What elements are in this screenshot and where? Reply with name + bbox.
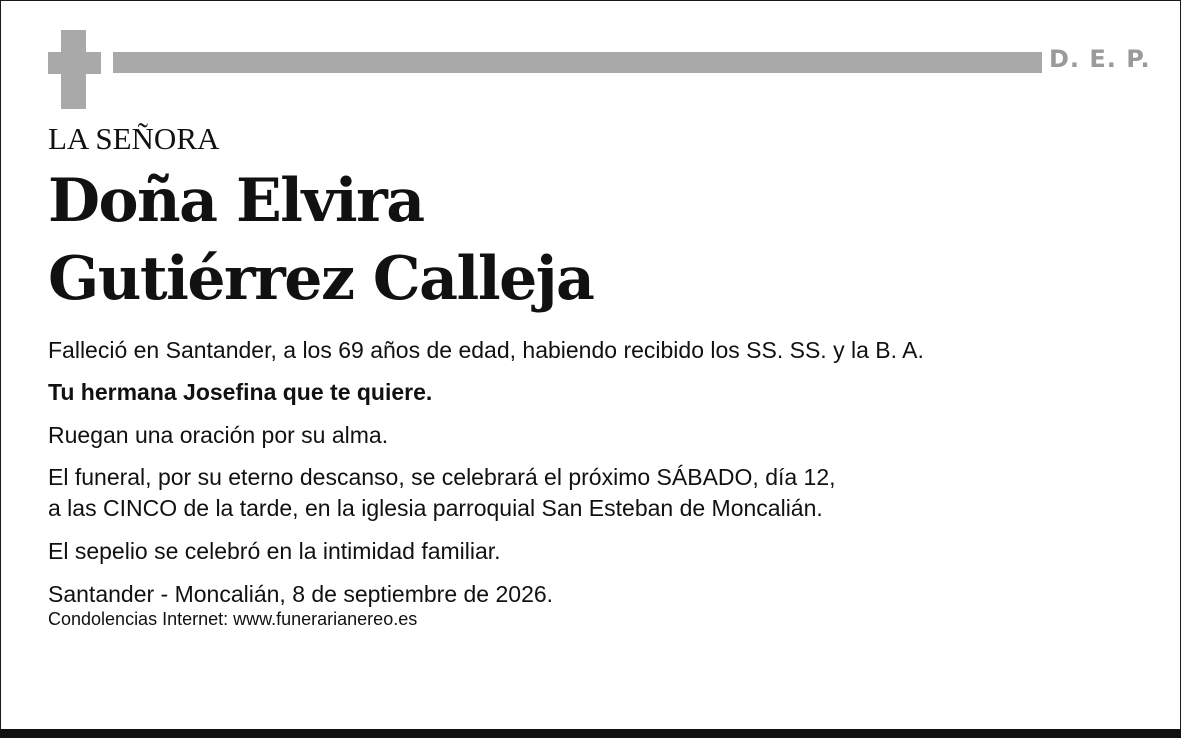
death-notice: Falleció en Santander, a los 69 años de edad, habiendo recibido los SS. SS. y la B. A. <box>48 337 924 363</box>
cross-icon <box>48 30 101 109</box>
condolences-link: Condolencias Internet: www.funerarianereo.es <box>48 609 418 629</box>
bottom-border-bar <box>0 729 1181 738</box>
header-rule <box>113 52 1042 73</box>
honorific: LA SEÑORA <box>48 121 220 156</box>
funeral-details-line-1: El funeral, por su eterno descanso, se celebrará el próximo SÁBADO, día 12, <box>48 464 836 490</box>
place-and-date: Santander - Moncalián, 8 de septiembre de 2026. <box>48 581 554 607</box>
prayer-request: Ruegan una oración por su alma. <box>48 422 389 448</box>
dep-label: D. E. P. <box>1049 45 1151 73</box>
deceased-name-line-1: Doña Elvira <box>48 166 424 236</box>
family-dedication: Tu hermana Josefina que te quiere. <box>48 379 433 405</box>
funeral-details-line-2: a las CINCO de la tarde, en la iglesia parroquial San Esteban de Moncalián. <box>48 495 823 521</box>
deceased-name-line-2: Gutiérrez Calleja <box>48 244 594 314</box>
cross-horizontal-bar <box>48 52 101 74</box>
burial-notice: El sepelio se celebró en la intimidad familiar. <box>48 538 501 564</box>
